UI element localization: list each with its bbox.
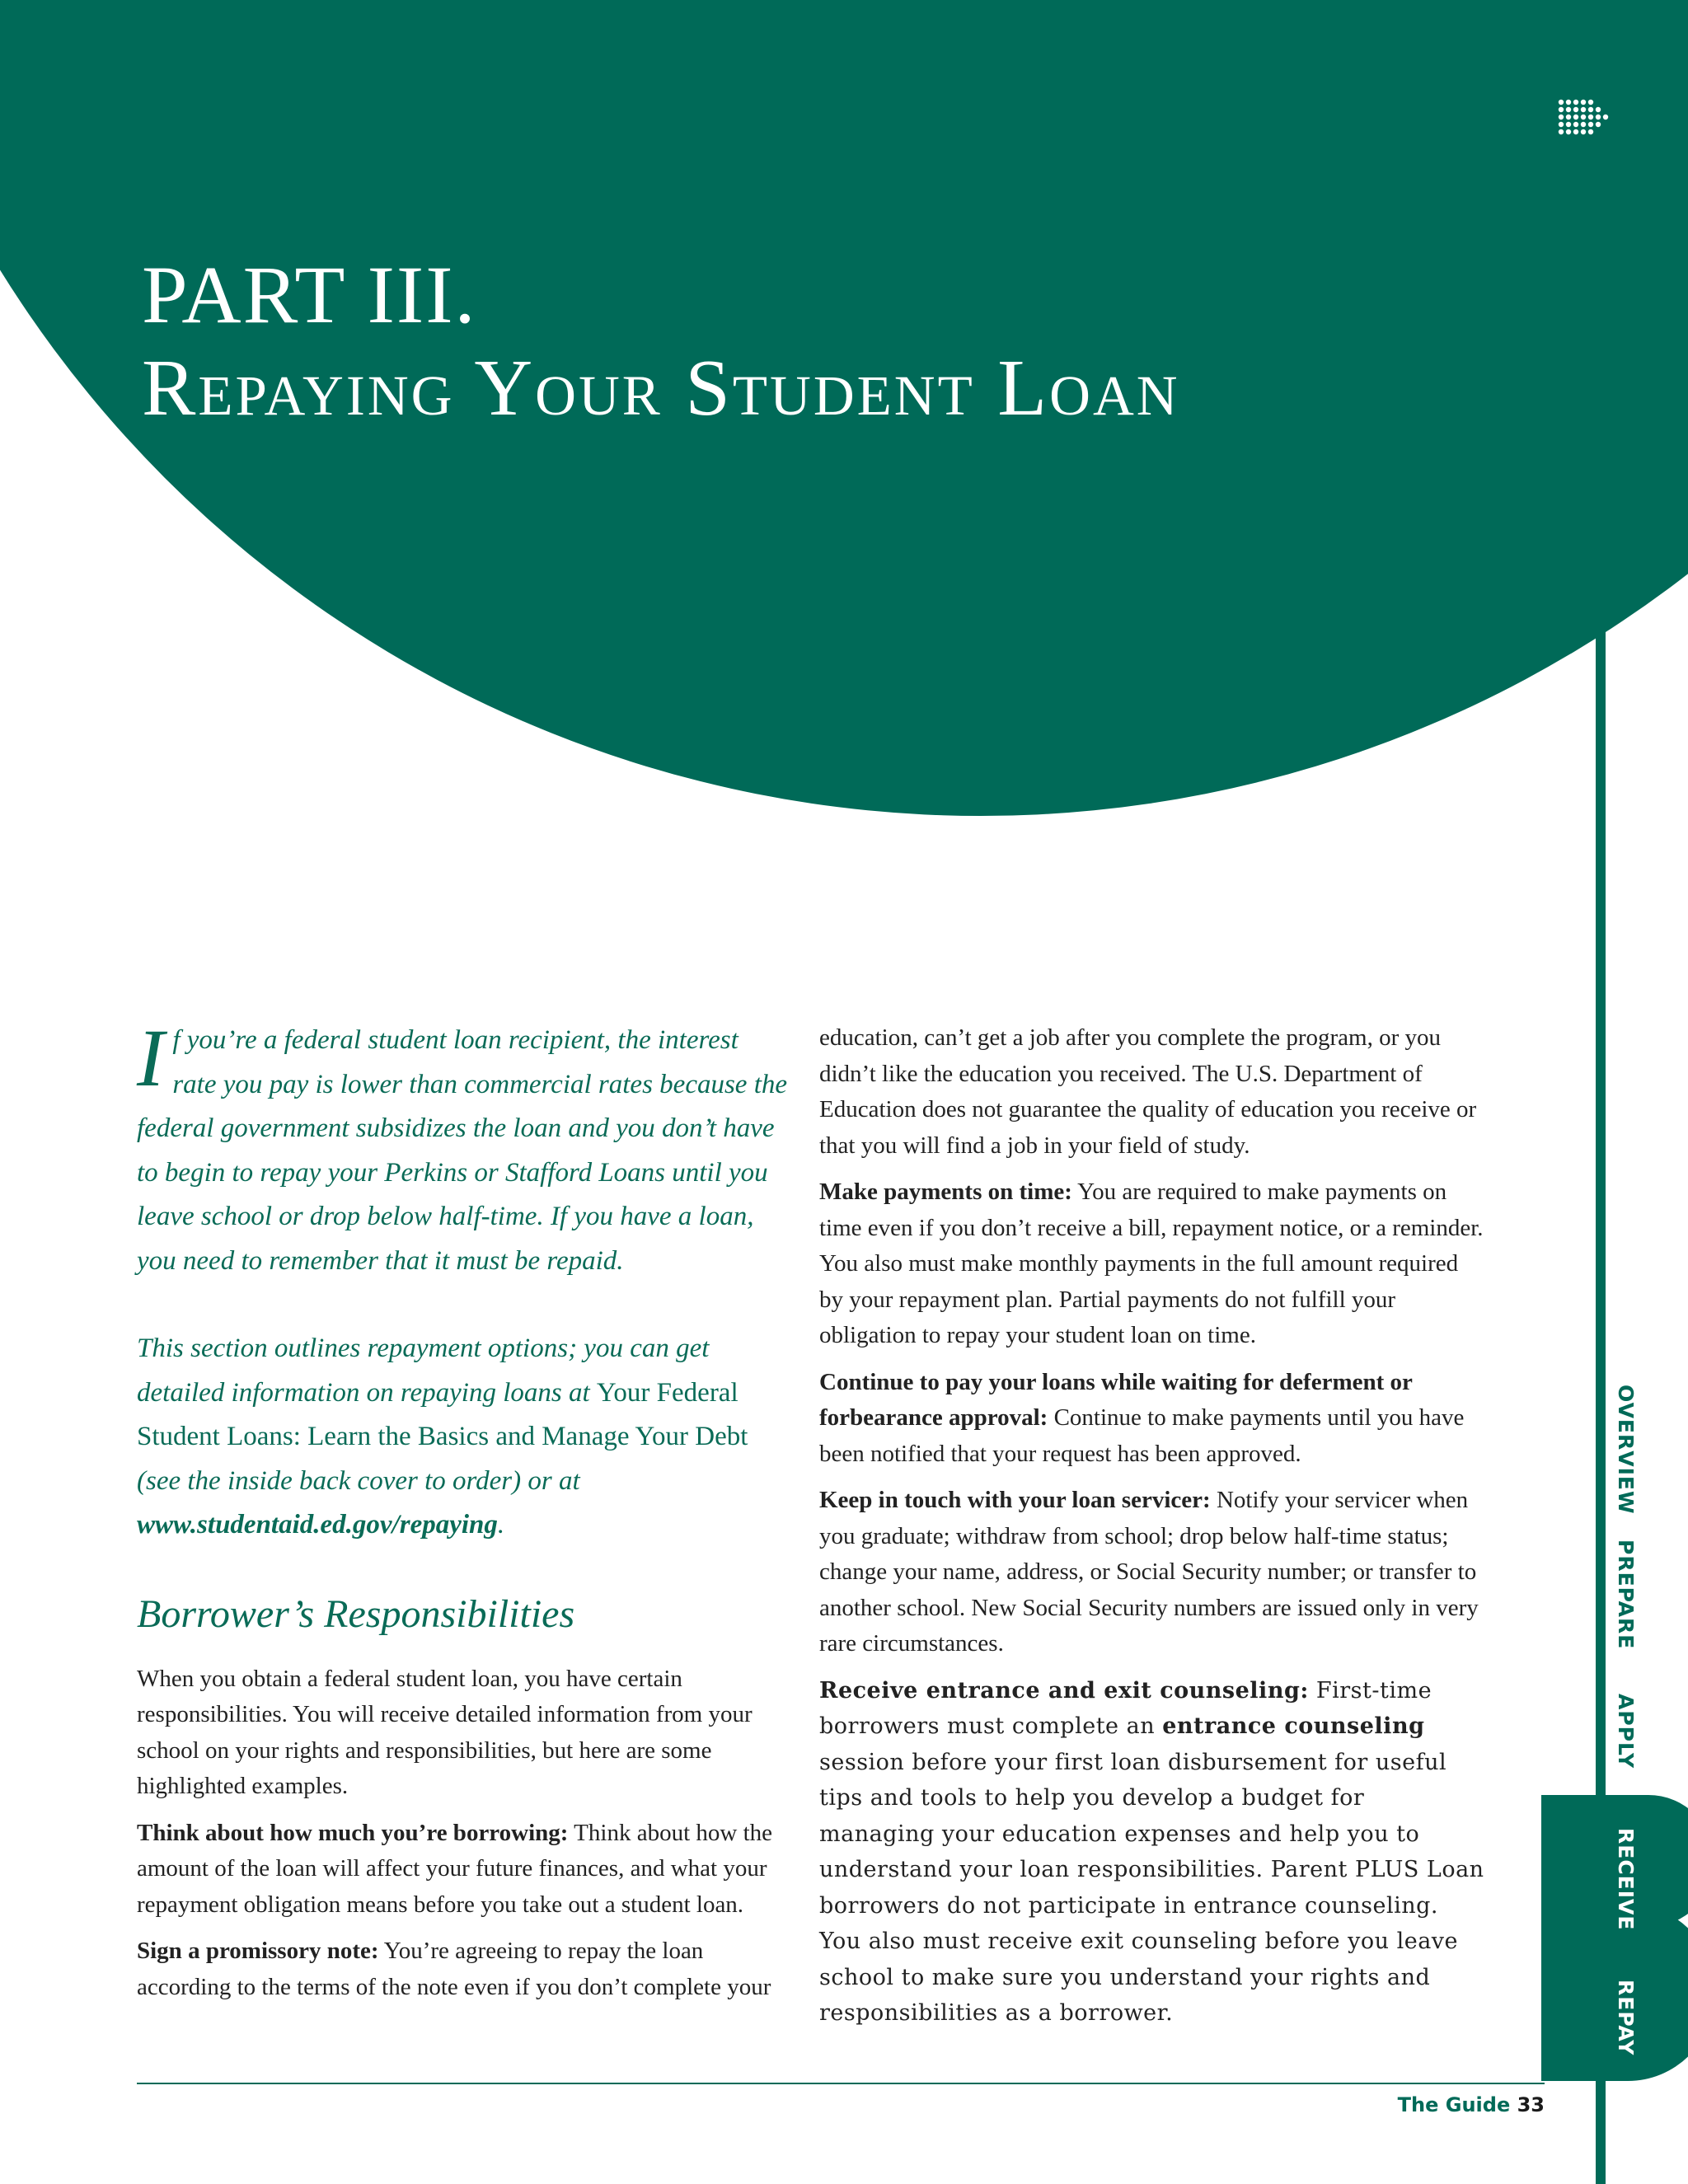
left-column (137, 1012, 788, 2016)
tab-apply[interactable]: APPLY (1614, 1694, 1638, 1769)
tab-receive[interactable]: RECEIVE (1614, 1828, 1638, 1931)
page-title: Repaying Your Student Loan (142, 344, 1180, 433)
tab-prepare[interactable]: PREPARE (1614, 1540, 1638, 1650)
tab-overview[interactable]: OVERVIEW (1614, 1385, 1638, 1515)
page-number: 33 (1517, 2093, 1545, 2116)
responsibility-item: Continue to pay your loans while waiting for deferment or forbearance approval: Continue to make payments until you have been notified that your request has been approved. (819, 1368, 1465, 1467)
responsibility-item: Make payments on time: You are required to make payments on time even if you don’t receive a bill, repayment notice, or a reminder. You also must make monthly payments in the full amount required by your repayment plan. Partial payments do not fulfill your obligation to repay your student loan on time. (819, 1179, 1484, 1348)
right-column (819, 1020, 1487, 2042)
page-footer (1398, 2093, 1545, 2116)
responsibility-item: Think about how much you’re borrowing: Think about how the amount of the loan will affect your future finances, and what your repayment obligation means before you take out a student loan. (137, 1819, 773, 1918)
continued-paragraph: education, can’t get a job after you complete the program, or you didn’t like the education you received. The U.S. Department of Education does not guarantee the quality of education you receive or that you will find a job in your field of study. (819, 1024, 1477, 1159)
part-title: PART III. (142, 249, 477, 340)
footer-label: The Guide (1397, 2093, 1511, 2116)
intro-resources-paragraph: This section outlines repayment options; you can get detailed information on repaying loans at Your Federal Student Loans: Learn the Basics and Manage Your Debt (see the inside back cover to order) or at www.studentaid.ed.gov/repaying. (137, 1333, 748, 1540)
responsibility-item: Keep in touch with your loan servicer: Notify your servicer when you graduate; withdraw from school; drop below half-time status; change your name, address, or Social Security number; or transfer to another school. New Social Security numbers are issued only in very rare circumstances. (819, 1487, 1479, 1657)
section-heading: Borrower’s Responsibilities (137, 1591, 575, 1636)
section-lead-paragraph: When you obtain a federal student loan, you have certain responsibilities. You will receive detailed information from your school on your rights and responsibilities, but here are some highlighted examples. (137, 1665, 753, 1799)
footer-rule (137, 2083, 1545, 2084)
drop-cap: I (137, 1012, 165, 1104)
intro-paragraph: If you’re a federal student loan recipient, the interest rate you pay is lower than commercial rates because the federal government subsidizes the loan and you don’t have to begin to repay your Perkins or Stafford Loans until you leave school or drop below half-time. If you have a loan, you need to remember that it must be repaid. (137, 1012, 788, 1276)
counseling-item: Receive entrance and exit counseling: First-time borrowers must complete an entrance counseling session before your first loan disbursement for useful tips and tools to help you develop a budget for managing your education expenses and help you to understand your loan responsibilities. Parent PLUS Loan borrowers do not participate in entrance counseling. You also must receive exit counseling before you leave school to make sure you understand your rights and responsibilities as a borrower. (819, 1677, 1484, 2026)
tab-repay[interactable]: REPAY (1614, 1980, 1638, 2056)
logo-dots-icon (1558, 99, 1624, 148)
publication-title: Your Federal Student Loans: Learn the Basics and Manage Your Debt (137, 1377, 748, 1451)
responsibility-item: Sign a promissory note: You’re agreeing to repay the loan according to the terms of the note even if you don’t complete your (137, 1938, 771, 2000)
repaying-link[interactable]: www.studentaid.ed.gov/repaying (137, 1510, 498, 1540)
